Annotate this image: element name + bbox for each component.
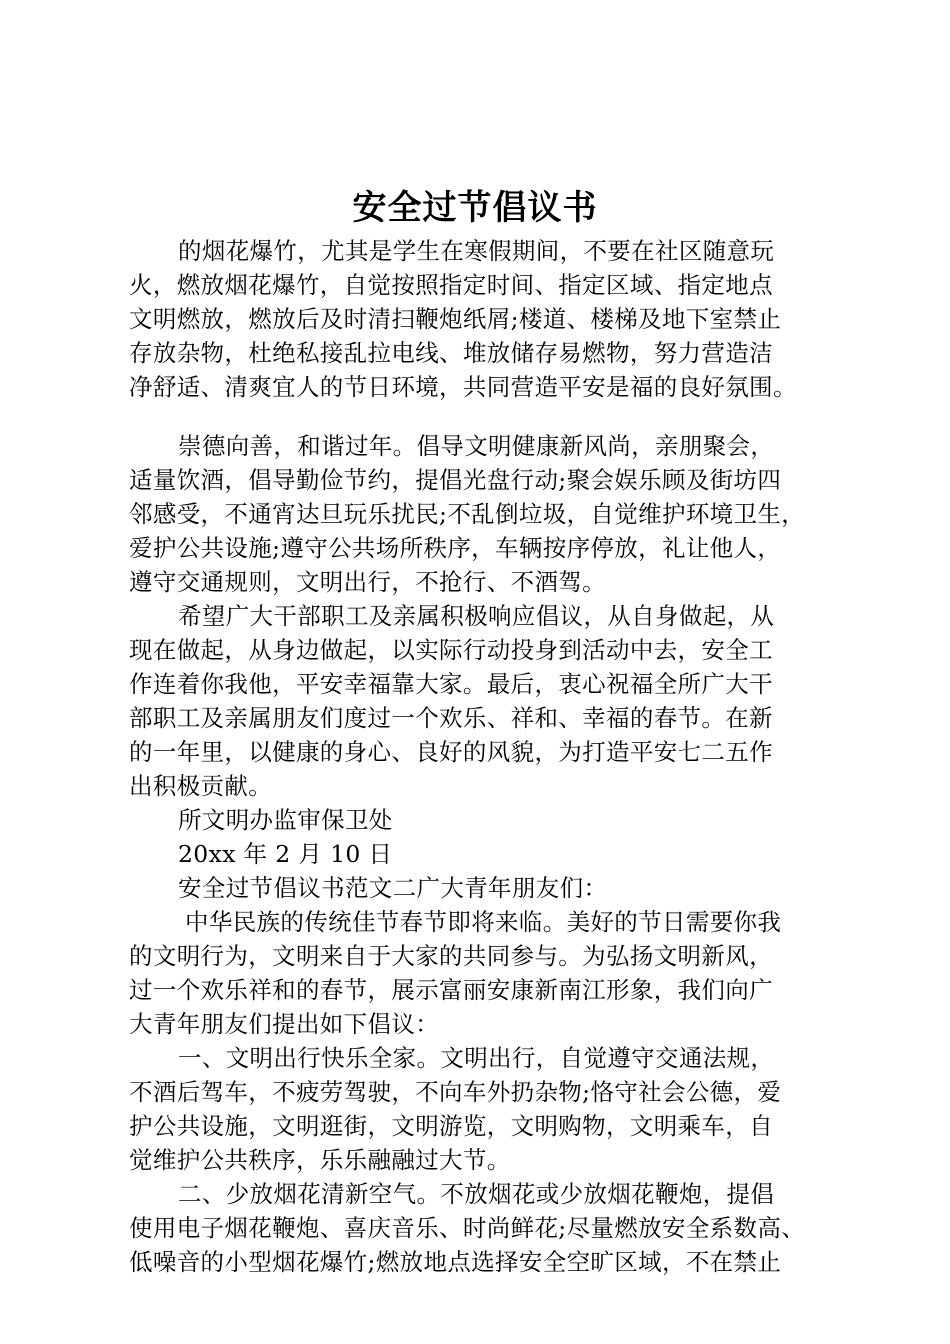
- body-line: 崇德向善，和谐过年。倡导文明健康新风尚，亲朋聚会，: [178, 432, 775, 460]
- body-line: 存放杂物，杜绝私接乱拉电线、堆放储存易燃物，努力营造洁: [129, 339, 773, 367]
- section-heading: 安全过节倡议书范文二广大青年朋友们：: [178, 874, 608, 902]
- body-line: 邻感受，不通宵达旦玩乐扰民;不乱倒垃圾，自觉维护环境卫生，: [129, 500, 806, 528]
- body-line: 的文明行为，文明来自于大家的共同参与。为弘扬文明新风，: [129, 942, 773, 970]
- body-line: 希望广大干部职工及亲属积极响应倡议，从自身做起，从: [178, 602, 775, 630]
- body-line: 护公共设施，文明逛街，文明游览，文明购物，文明乘车，自: [129, 1112, 773, 1140]
- body-line: 部职工及亲属朋友们度过一个欢乐、祥和、幸福的春节。在新: [129, 704, 773, 732]
- body-line: 使用电子烟花鞭炮、喜庆音乐、时尚鲜花;尽量燃放安全系数高、: [129, 1214, 806, 1242]
- body-line: 大青年朋友们提出如下倡议：: [129, 1010, 440, 1038]
- body-line: 遵守交通规则，文明出行，不抢行、不酒驾。: [129, 568, 606, 596]
- body-line: 现在做起，从身边做起，以实际行动投身到活动中去，安全工: [129, 636, 773, 664]
- body-line: 出积极贡献。: [129, 772, 273, 800]
- body-line: 一、文明出行快乐全家。文明出行，自觉遵守交通法规，: [178, 1044, 775, 1072]
- body-line: 适量饮酒，倡导勤俭节约，提倡光盘行动;聚会娱乐顾及街坊四: [129, 466, 782, 494]
- body-line: 过一个欢乐祥和的春节，展示富丽安康新南江形象，我们向广: [129, 976, 773, 1004]
- body-line: 低噪音的小型烟花爆竹;燃放地点选择安全空旷区域，不在禁止: [129, 1248, 782, 1276]
- body-line: 火，燃放烟花爆竹，自觉按照指定时间、指定区域、指定地点: [129, 271, 773, 299]
- document-title: 安全过节倡议书: [352, 188, 598, 228]
- body-line: 觉维护公共秩序，乐乐融融过大节。: [129, 1146, 511, 1174]
- body-line: 的烟花爆竹，尤其是学生在寒假期间，不要在社区随意玩: [178, 237, 775, 265]
- body-line: 的一年里，以健康的身心、良好的风貌，为打造平安七二五作: [129, 738, 773, 766]
- body-line: 二、少放烟花清新空气。不放烟花或少放烟花鞭炮，提倡: [178, 1180, 775, 1208]
- body-line: 文明燃放，燃放后及时清扫鞭炮纸屑;楼道、楼梯及地下室禁止: [129, 305, 782, 333]
- signature-department: 所文明办监审保卫处: [178, 806, 393, 834]
- body-line: 净舒适、清爽宜人的节日环境，共同营造平安是福的良好氛围。: [129, 373, 797, 401]
- body-line: 作连着你我他，平安幸福靠大家。最后，衷心祝福全所广大干: [129, 670, 773, 698]
- body-line: 中华民族的传统佳节春节即将来临。美好的节日需要你我: [185, 908, 782, 936]
- body-line: 不酒后驾车，不疲劳驾驶，不向车外扔杂物;恪守社会公德，爱: [129, 1078, 782, 1106]
- body-line: 爱护公共设施;遵守公共场所秩序，车辆按序停放，礼让他人，: [129, 534, 782, 562]
- signature-date: 20xx 年 2 月 10 日: [178, 840, 393, 868]
